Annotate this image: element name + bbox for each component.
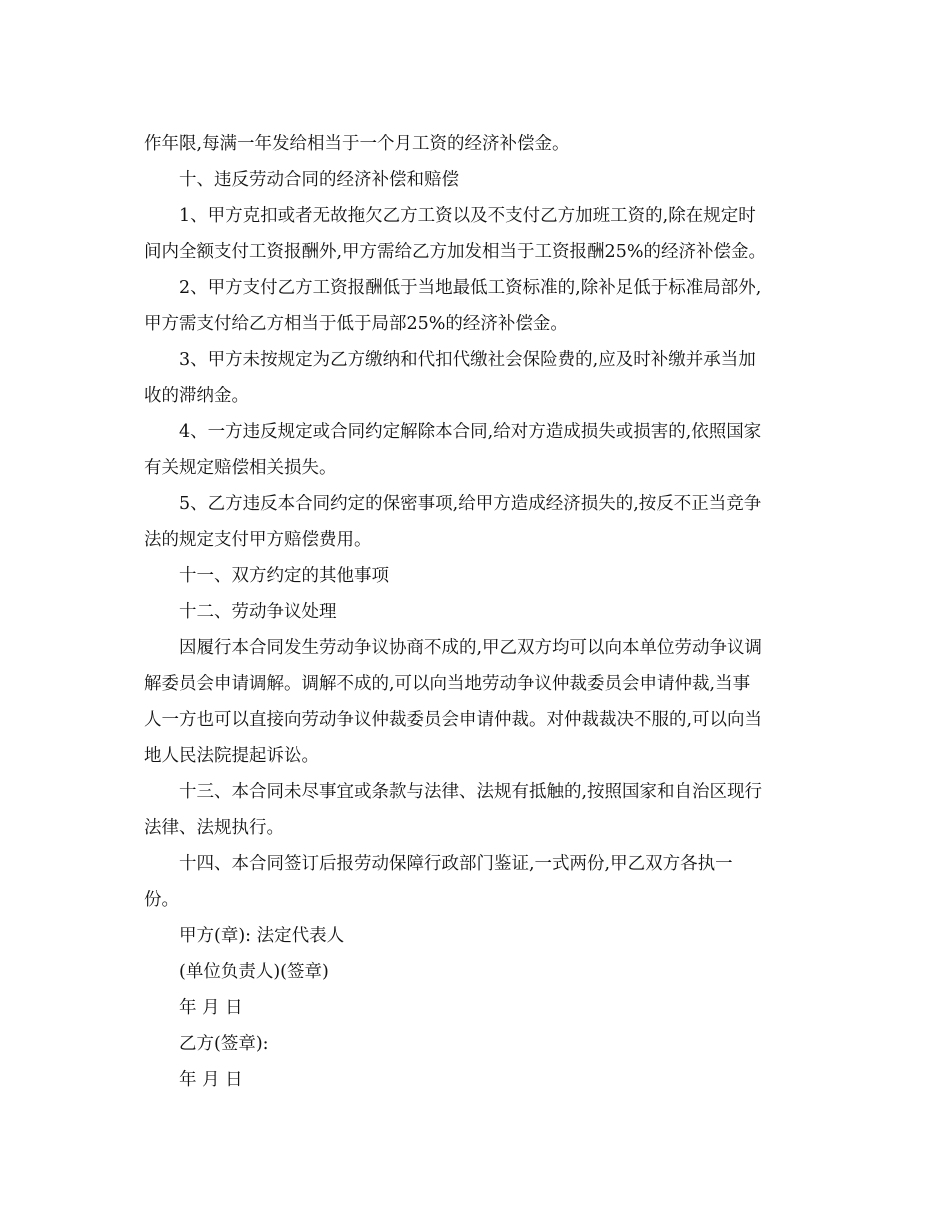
section-heading-12: 十二、劳动争议处理 bbox=[179, 602, 337, 622]
dispute-paragraph-line: 地人民法院提起诉讼。 bbox=[144, 746, 319, 766]
dispute-paragraph-line: 人一方也可以直接向劳动争议仲裁委员会申请仲裁。对仲裁裁决不服的,可以向当 bbox=[144, 710, 763, 730]
clause-10-2-line: 2、甲方支付乙方工资报酬低于当地最低工资标准的,除补足低于标准局部外, bbox=[179, 278, 762, 298]
party-a-signature-label: 甲方(章): 法定代表人 bbox=[179, 926, 345, 946]
section-heading-10: 十、违反劳动合同的经济补偿和赔偿 bbox=[179, 170, 459, 190]
unit-leader-signature-label: (单位负责人)(签章) bbox=[179, 962, 329, 982]
text-line: 作年限,每满一年发给相当于一个月工资的经济补偿金。 bbox=[144, 134, 570, 154]
clause-10-1-line: 1、甲方克扣或者无故拖欠乙方工资以及不支付乙方加班工资的,除在规定时 bbox=[179, 206, 756, 226]
dispute-paragraph-line: 因履行本合同发生劳动争议协商不成的,甲乙双方均可以向本单位劳动争议调 bbox=[179, 638, 763, 658]
clause-10-4-line: 4、一方违反规定或合同约定解除本合同,给对方造成损失或损害的,依照国家 bbox=[179, 422, 762, 442]
section-14-line: 十四、本合同签订后报劳动保障行政部门鉴证,一式两份,甲乙双方各执一 bbox=[179, 854, 733, 874]
clause-10-1-line: 间内全额支付工资报酬外,甲方需给乙方加发相当于工资报酬25%的经济补偿金。 bbox=[144, 242, 766, 262]
document-body bbox=[144, 126, 810, 1098]
clause-10-3-line: 3、甲方未按规定为乙方缴纳和代扣代缴社会保险费的,应及时补缴并承当加 bbox=[179, 350, 756, 370]
clause-10-3-line: 收的滞纳金。 bbox=[144, 386, 249, 406]
section-13-line: 十三、本合同未尽事宜或条款与法律、法规有抵触的,按照国家和自治区现行 bbox=[179, 782, 763, 802]
section-14-line: 份。 bbox=[144, 890, 179, 910]
party-b-date-line: 年 月 日 bbox=[179, 1070, 243, 1090]
party-a-date-line: 年 月 日 bbox=[179, 998, 243, 1018]
party-b-signature-label: 乙方(签章): bbox=[179, 1034, 269, 1054]
clause-10-5-line: 法的规定支付甲方赔偿费用。 bbox=[144, 530, 372, 550]
dispute-paragraph-line: 解委员会申请调解。调解不成的,可以向当地劳动争议仲裁委员会申请仲裁,当事 bbox=[144, 674, 751, 694]
section-heading-11: 十一、双方约定的其他事项 bbox=[179, 566, 389, 586]
clause-10-2-line: 甲方需支付给乙方相当于低于局部25%的经济补偿金。 bbox=[144, 314, 568, 334]
clause-10-5-line: 5、乙方违反本合同约定的保密事项,给甲方造成经济损失的,按反不正当竞争 bbox=[179, 494, 762, 514]
clause-10-4-line: 有关规定赔偿相关损失。 bbox=[144, 458, 337, 478]
section-13-line: 法律、法规执行。 bbox=[144, 818, 284, 838]
